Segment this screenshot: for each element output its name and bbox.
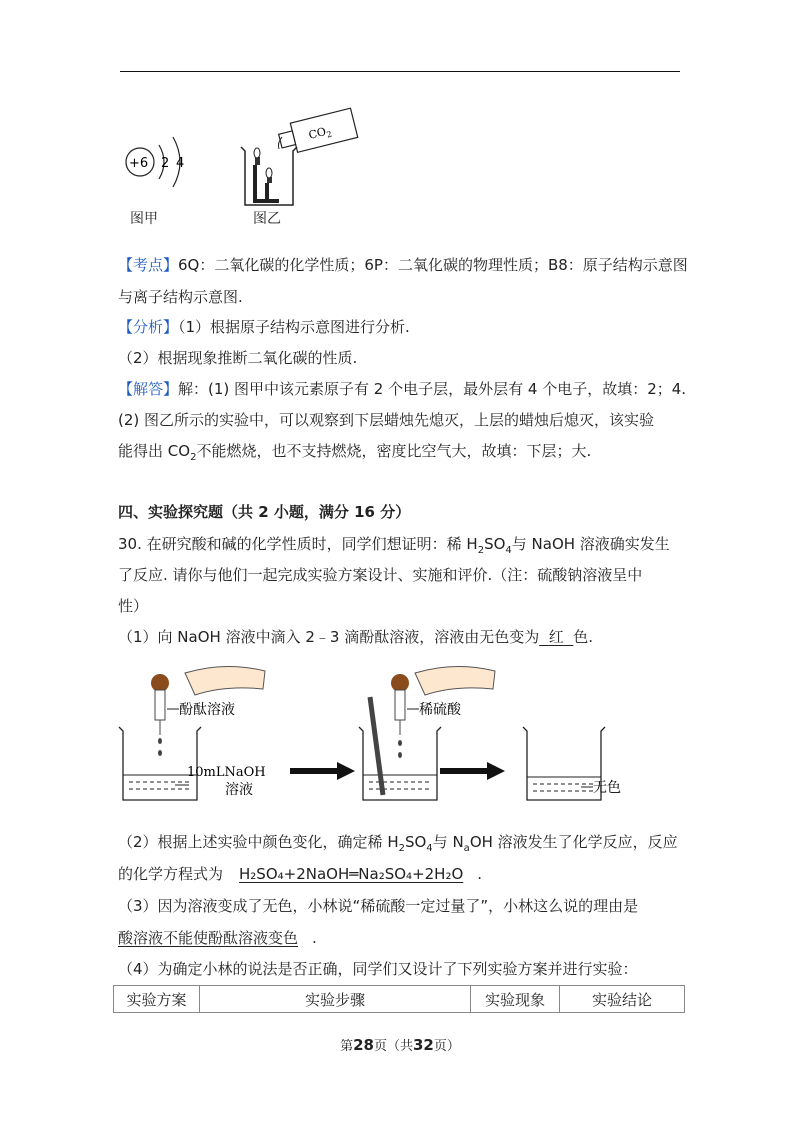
q30-part2-line2: 的化学方程式为 H₂SO₄+2NaOH═Na₂SO₄+2H₂O .	[118, 865, 483, 883]
experiment-table	[113, 985, 685, 1013]
fenxi-tag: 【分析】	[118, 318, 179, 336]
q30-part4: （4）为确定小林的说法是否正确，同学们又设计了下列实验方案并进行实验：	[118, 960, 638, 978]
q30-line1: 30. 在研究酸和碱的化学性质时，同学们想证明：稀 $H_2SO_4$与 NaOH 溶液确实发生	[118, 535, 670, 556]
kaodian-line1: 【考点】6Q：二氧化碳的化学性质；6P：二氧化碳的物理性质；B8：原子结构示意图	[118, 256, 688, 274]
label-colorless: 无色	[593, 780, 621, 796]
label-dilute-sulfuric: 稀硫酸	[419, 702, 461, 718]
answer-reason: 酸溶液不能使酚酞溶液变色	[118, 929, 299, 947]
q30-part3-line2: 酸溶液不能使酚酞溶液变色 .	[118, 929, 317, 947]
answer-equation: H₂SO₄+2NaOH═Na₂SO₄+2H₂O	[239, 865, 464, 883]
jieda-tag: 【解答】	[118, 380, 179, 398]
page-number: 28	[353, 1036, 374, 1054]
table-header-cell: 实验方案	[114, 986, 200, 1013]
label-naoh: 10mLNaOH	[187, 765, 266, 780]
jieda-line3: 能得出 $CO_2$不能燃烧，也不支持燃烧，密度比空气大，故填：下层；大.	[118, 442, 592, 463]
kaodian-line2: 与离子结构示意图.	[118, 288, 243, 306]
table-header-cell: 实验步骤	[200, 986, 471, 1013]
q30-part2-line1: （2）根据上述实验中颜色变化，确定稀 $H_2SO_4$与 $N_aOH$ 溶液发生了化学反应，反应	[118, 833, 678, 854]
q30-part3-line1: （3）因为溶液变成了无色，小林说“稀硫酸一定过量了”，小林这么说的理由是	[118, 897, 639, 915]
label-naoh-solution: 溶液	[225, 782, 253, 798]
co2-beaker-figure	[235, 95, 365, 210]
q30-line2: 了反应. 请你与他们一起完成实验方案设计、实施和评价.（注：硫酸钠溶液呈中	[118, 566, 643, 584]
section-title: 四、实验探究题（共 2 小题，满分 16 分）	[118, 503, 411, 521]
jieda-line1: 【解答】解：(1) 图甲中该元素原子有 2 个电子层，最外层有 4 个电子，故填：2；4.	[118, 380, 687, 398]
answer-red: 红	[539, 628, 574, 646]
bottle-label: $CO_2$	[307, 125, 333, 142]
q30-line3: 性）	[118, 597, 149, 615]
kaodian-tag: 【考点】	[118, 256, 179, 274]
table-header-row	[114, 986, 685, 1013]
caption-figure-b: 图乙	[253, 211, 281, 227]
label-phenolphthalein: 酚酞溶液	[179, 702, 235, 718]
table-header-cell: 实验结论	[560, 986, 685, 1013]
fenxi-line2: （2）根据现象推断二氧化碳的性质.	[118, 349, 358, 367]
page-footer: 第28页（共32页）	[340, 1036, 460, 1054]
q30-part1: （1）向 NaOH 溶液中滴入 2﹣3 滴酚酞溶液，溶液由无色变为 红 色.	[118, 628, 594, 646]
shell2-count: 4	[176, 156, 185, 171]
shell1-count: 2	[161, 156, 170, 171]
atom-structure-figure	[115, 125, 195, 205]
experiment-figure	[115, 655, 635, 805]
header-rule	[120, 71, 680, 72]
nucleus-charge: +6	[129, 156, 149, 171]
page-total: 32	[413, 1036, 434, 1054]
jieda-line2: (2) 图乙所示的实验中，可以观察到下层蜡烛先熄灭，上层的蜡烛后熄灭，该实验	[118, 411, 655, 429]
fenxi-line1: 【分析】（1）根据原子结构示意图进行分析.	[118, 318, 410, 336]
table-header-cell: 实验现象	[471, 986, 560, 1013]
caption-figure-a: 图甲	[130, 211, 158, 227]
